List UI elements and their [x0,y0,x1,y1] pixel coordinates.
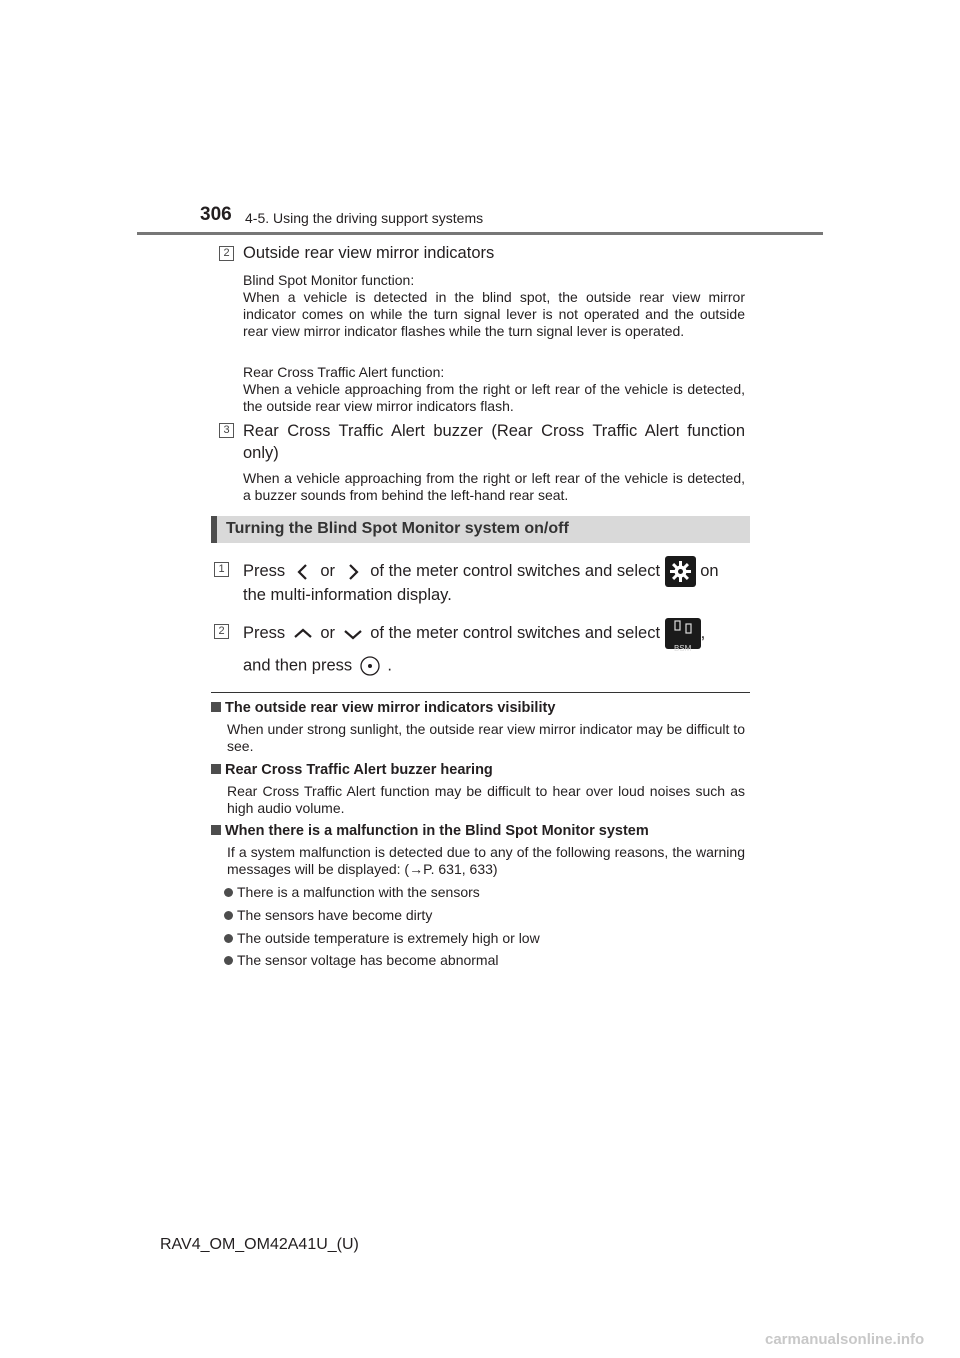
section-title: 4-5. Using the driving support systems [245,210,484,226]
square-bullet-icon [211,764,221,774]
note2-title [211,762,493,778]
round-bullet-icon [224,956,233,965]
callout-number-3: 3 [219,423,234,438]
notes-divider [211,692,750,693]
square-bullet-icon [211,702,221,712]
arrow-right-icon [340,562,366,582]
item2-rcta-label: Rear Cross Traffic Alert function: [243,364,445,380]
bsm-icon-text: BSM [673,644,692,653]
step2-and-then-press: and then press [243,656,353,675]
step2-comma: , [700,623,706,642]
list-item [224,930,540,946]
note1-title-text: The outside rear view mirror indicators visibility [225,700,556,716]
step1-on: on [700,561,719,580]
step-number-1: 1 [214,562,229,577]
section-bar [211,516,750,543]
round-bullet-icon [224,911,233,920]
item2-rcta-text: When a vehicle approaching from the right or left rear of the vehicle is detected, the outside rear view mirror indicators flash. [243,381,745,414]
document-code: RAV4_OM_OM42A41U_(U) [160,1236,359,1253]
watermark-link[interactable]: carmanualsonline.info [765,1331,925,1348]
round-bullet-icon [224,934,233,943]
header-rule [137,232,823,235]
list-item-text: The sensor voltage has become abnormal [237,952,499,968]
section-bar-title: Turning the Blind Spot Monitor system on/off [226,520,569,537]
settings-gear-icon [665,556,696,587]
enter-button-icon [357,654,383,678]
square-bullet-icon [211,825,221,835]
note3-title-text: When there is a malfunction in the Blind Spot Monitor system [225,823,649,839]
step2-line2 [243,654,392,678]
step1-line2: the multi-information display. [243,586,452,604]
step2-rest: of the meter control switches and select [370,623,661,642]
arrow-down-icon [340,624,366,644]
note2-title-text: Rear Cross Traffic Alert buzzer hearing [225,762,493,778]
step2-period: . [387,656,392,675]
step1-or: or [320,561,336,580]
list-item [224,884,480,900]
item3-title: Rear Cross Traffic Alert buzzer (Rear Cross Traffic Alert function only) [243,422,745,462]
note2-text: Rear Cross Traffic Alert function may be difficult to hear over loud noises such as high audio volume. [227,783,745,816]
step1-press: Press [243,561,286,580]
note3-text: If a system malfunction is detected due to any of the following reasons, the warning messages will be displayed: (→P. 631, 633) [227,844,745,877]
item2-bsm-label: Blind Spot Monitor function: [243,272,415,288]
step2-or: or [320,623,336,642]
list-item-text: The outside temperature is extremely high or low [237,930,540,946]
note1-text: When under strong sunlight, the outside rear view mirror indicator may be difficult to see. [227,721,745,754]
step1-line1 [243,556,719,587]
list-item-text: The sensors have become dirty [237,907,433,923]
arrow-up-icon [290,624,316,644]
arrow-left-icon [290,562,316,582]
note3-title [211,823,649,839]
bsm-icon [665,618,701,653]
page-number: 306 [200,204,232,225]
item3-text: When a vehicle approaching from the right or left rear of the vehicle is detected, a buzzer sounds from behind the left-hand rear seat. [243,470,745,503]
list-item [224,952,498,968]
callout-number-2: 2 [219,246,234,261]
round-bullet-icon [224,888,233,897]
step2-line1 [243,618,706,653]
step-number-2: 2 [214,624,229,639]
step1-rest: of the meter control switches and select [370,561,661,580]
list-item [224,907,432,923]
item2-bsm-text: When a vehicle is detected in the blind spot, the outside rear view mirror indicator comes on while the turn signal lever is not operated and the outside rear view mirror indicator flashes while the turn signal lever is operated. [243,289,745,339]
item2-title: Outside rear view mirror indicators [243,244,495,262]
note1-title [211,700,555,716]
list-item-text: There is a malfunction with the sensors [237,884,480,900]
step2-press: Press [243,623,286,642]
